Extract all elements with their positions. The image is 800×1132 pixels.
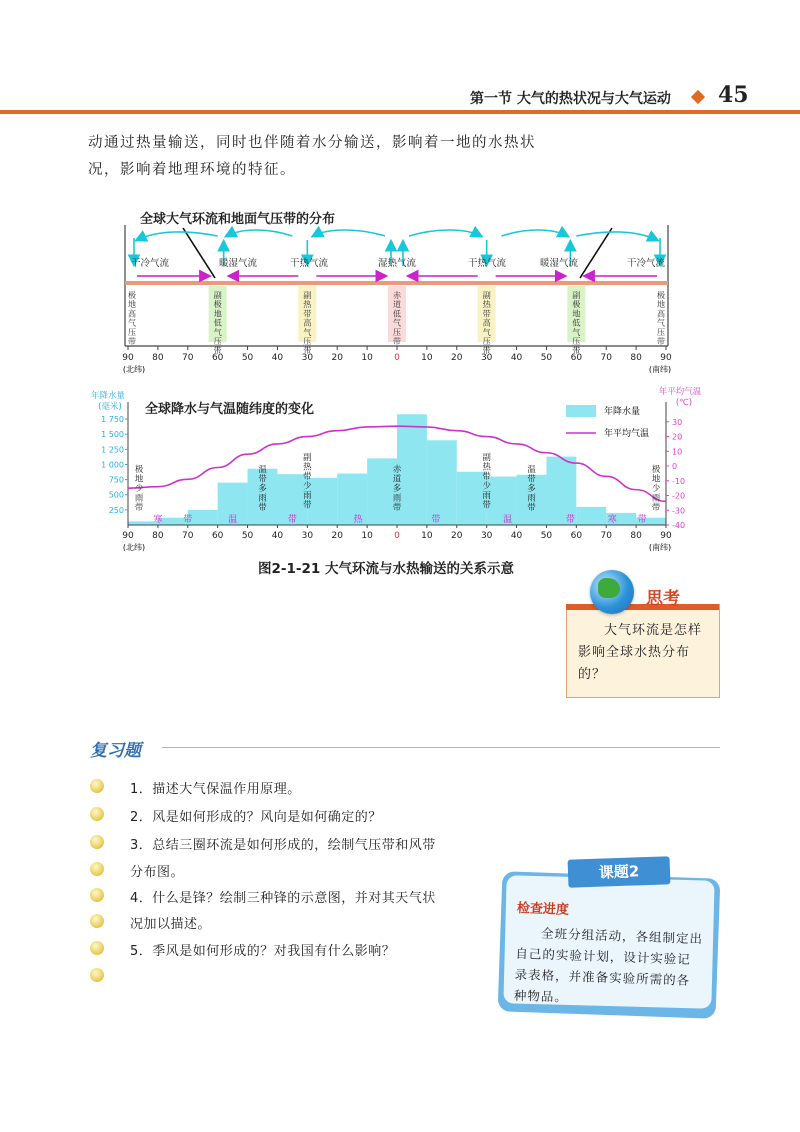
climate-zone-label: 温 [503, 515, 513, 525]
rain-zone-label: 副热带少雨带 [303, 452, 312, 510]
airflow-label: 干热气流 [289, 258, 329, 269]
airflow-label: 干冷气流 [626, 258, 666, 269]
review-question: 分布图。 [130, 865, 185, 880]
rain-zone-label: 温带多雨带 [527, 464, 536, 512]
lat-tick-label: 60 [570, 353, 583, 363]
review-question: 5．季风是如何形成的？对我国有什么影响？ [130, 944, 396, 959]
climate-zone-label: 带 [431, 515, 441, 525]
figure1-title: 全球大气环流和地面气压带的分布 [140, 212, 336, 227]
north-label: (北纬) [122, 365, 146, 374]
x-tick-label: 20 [451, 531, 463, 541]
page-number: 45 [718, 82, 749, 108]
lat-tick-label: 50 [540, 353, 553, 363]
lat-tick-label: 90 [122, 353, 134, 363]
airflow-arrow [227, 230, 293, 236]
x-tick-label: 40 [271, 531, 284, 541]
rain-zone-label: 极地少雨带 [651, 464, 661, 512]
pressure-belt-label: 副极地低气压带 [213, 290, 222, 356]
climate-zone-label: 热 [353, 515, 363, 525]
south-label: (南纬) [648, 365, 672, 374]
review-question: 1．描述大气保温作用原理。 [130, 782, 301, 797]
temp-tick-label: -30 [672, 506, 686, 516]
precip-tick-label: 750 [108, 475, 124, 485]
x-tick-label: 60 [570, 531, 583, 541]
lat-tick-label: 90 [660, 353, 672, 363]
legend-precip-label: 年降水量 [604, 407, 641, 417]
review-bullet [90, 888, 104, 902]
x-tick-label: 70 [600, 531, 612, 541]
task-tag: 课题2 [568, 856, 671, 888]
body-text-line-2: 况，影响着地理环境的特征。 [88, 162, 296, 178]
figure2-title: 全球降水与气温随纬度的变化 [145, 402, 315, 417]
lat-tick-label: 20 [451, 353, 463, 363]
x-tick-label: 90 [122, 531, 134, 541]
review-bullet [90, 914, 104, 928]
precip-bar [427, 440, 457, 525]
temp-tick-label: -10 [672, 476, 686, 486]
review-bullet [90, 941, 104, 955]
climate-zone-label: 温 [228, 515, 238, 525]
airflow-label: 暖湿气流 [539, 258, 579, 269]
temp-axis-label: 年平均气温 [658, 387, 702, 397]
lat-tick-label: 50 [241, 353, 254, 363]
legend-temp-label: 年平均气温 [604, 429, 650, 439]
x-tick-label: 10 [421, 531, 433, 541]
precip-tick-label: 1 000 [101, 460, 124, 470]
review-question: 2．风是如何形成的？风向是如何确定的？ [130, 810, 382, 825]
polar-front-s [580, 228, 612, 278]
climate-zone-label: 带 [287, 515, 297, 525]
circulation-diagram [0, 0, 800, 380]
globe-land [598, 578, 620, 598]
climate-zone-label: 带 [183, 515, 193, 525]
lat-tick-label: 0 [394, 353, 400, 363]
review-bullet [90, 779, 104, 793]
x-tick-label: 10 [361, 531, 373, 541]
review-bullet [90, 835, 104, 849]
lat-tick-label: 30 [480, 353, 493, 363]
lat-tick-label: 60 [211, 353, 224, 363]
pressure-belt-label: 副热带高气压带 [482, 290, 491, 356]
rain-zone-label: 极地少雨带 [134, 464, 144, 512]
precip-bar [397, 414, 427, 525]
rain-zone-label: 温带多雨带 [258, 464, 267, 512]
temp-axis-unit: (℃) [675, 398, 693, 408]
temp-tick-label: 10 [672, 447, 683, 457]
precip-temp-chart [0, 380, 800, 560]
task-subtitle: 检查进度 [516, 901, 570, 918]
temp-tick-label: 0 [672, 462, 678, 472]
x-tick-label: 30 [301, 531, 314, 541]
review-question: 况加以描述。 [130, 917, 212, 932]
pressure-belt-label: 极地高气压带 [127, 290, 137, 346]
airflow-arrow [313, 230, 385, 236]
climate-zone-label: 带 [637, 515, 647, 525]
rain-zone-label: 副热带少雨带 [482, 452, 491, 510]
lat-tick-label: 30 [301, 353, 314, 363]
think-text: 大气环流是怎样影响全球水热分布的？ [578, 623, 703, 682]
x-tick-label: 90 [660, 531, 672, 541]
airflow-arrow [137, 232, 218, 240]
review-divider [162, 747, 720, 748]
lat-tick-label: 70 [600, 353, 612, 363]
climate-zone-label: 带 [565, 515, 575, 525]
lat-tick-label: 20 [331, 353, 343, 363]
x-tick-label: 70 [182, 531, 194, 541]
review-bullet [90, 862, 104, 876]
precip-tick-label: 250 [108, 505, 124, 515]
x-tick-label: 20 [331, 531, 343, 541]
x-tick-label: 80 [630, 531, 642, 541]
airflow-arrow [409, 230, 481, 236]
climate-zone-label: 寒 [607, 515, 617, 525]
x-tick-label: 30 [480, 531, 493, 541]
x-tick-label: 50 [241, 531, 254, 541]
temp-tick-label: 30 [672, 417, 683, 427]
review-bullet [90, 807, 104, 821]
pressure-belt-label: 赤道低气压带 [392, 290, 402, 346]
pressure-belt-label: 极地高气压带 [656, 290, 666, 346]
precip-tick-label: 1 750 [101, 415, 124, 425]
precip-bar [307, 478, 337, 525]
legend-precip-swatch [566, 405, 596, 417]
lat-tick-label: 70 [182, 353, 194, 363]
lat-tick-label: 40 [271, 353, 284, 363]
review-question: 3．总结三圈环流是如何形成的，绘制气压带和风带 [130, 838, 436, 853]
pressure-belt-label: 副极地低气压带 [572, 290, 581, 356]
chart-south-label: (南纬) [648, 543, 672, 552]
figure-caption: 图2-1-21 大气环流与水热输送的关系示意 [258, 561, 514, 577]
temp-tick-label: -20 [672, 491, 686, 501]
think-title: 思考 [646, 589, 680, 609]
precip-axis-unit: (毫米) [98, 402, 122, 412]
ground-surface [125, 281, 668, 285]
precip-tick-label: 500 [108, 490, 124, 500]
precip-tick-label: 1 250 [101, 445, 124, 455]
task-text: 全班分组活动，各组制定出自己的实验计划，设计实验记录表格，并准备实验所需的各种物品。 [513, 925, 704, 1005]
review-title: 复习题 [90, 741, 141, 761]
lat-tick-label: 40 [510, 353, 523, 363]
airflow-label: 湿热气流 [377, 258, 417, 269]
x-tick-label: 0 [394, 531, 400, 541]
lat-tick-label: 80 [630, 353, 642, 363]
airflow-label: 干热气流 [467, 258, 507, 269]
polar-front-n [183, 228, 215, 278]
airflow-label: 干冷气流 [130, 258, 170, 269]
airflow-label: 暖湿气流 [218, 258, 258, 269]
review-bullet [90, 968, 104, 982]
precip-tick-label: 1 500 [101, 430, 124, 440]
x-tick-label: 80 [152, 531, 164, 541]
x-tick-label: 40 [510, 531, 523, 541]
pressure-belt-label: 副热带高气压带 [303, 290, 312, 356]
lat-tick-label: 10 [421, 353, 433, 363]
x-tick-label: 60 [211, 531, 224, 541]
climate-zone-label: 寒 [153, 515, 163, 525]
lat-tick-label: 10 [361, 353, 373, 363]
airflow-arrow [502, 230, 568, 236]
temp-tick-label: -40 [672, 521, 686, 530]
chart-north-label: (北纬) [122, 543, 146, 552]
section-title: 第一节 大气的热状况与大气运动 [470, 91, 671, 107]
airflow-arrow [576, 232, 657, 240]
think-stripe [566, 604, 719, 610]
rain-zone-label: 赤道多雨带 [392, 464, 402, 512]
temp-tick-label: 20 [672, 432, 683, 442]
x-tick-label: 50 [540, 531, 553, 541]
lat-tick-label: 80 [152, 353, 164, 363]
body-text-line-1: 动通过热量输送，同时也伴随着水分输送，影响着一地的水热状 [88, 135, 536, 151]
precip-axis-label: 年降水量 [90, 391, 126, 401]
review-question: 4．什么是锋？绘制三种锋的示意图，并对其天气状 [130, 891, 436, 906]
precip-bar [576, 507, 606, 525]
